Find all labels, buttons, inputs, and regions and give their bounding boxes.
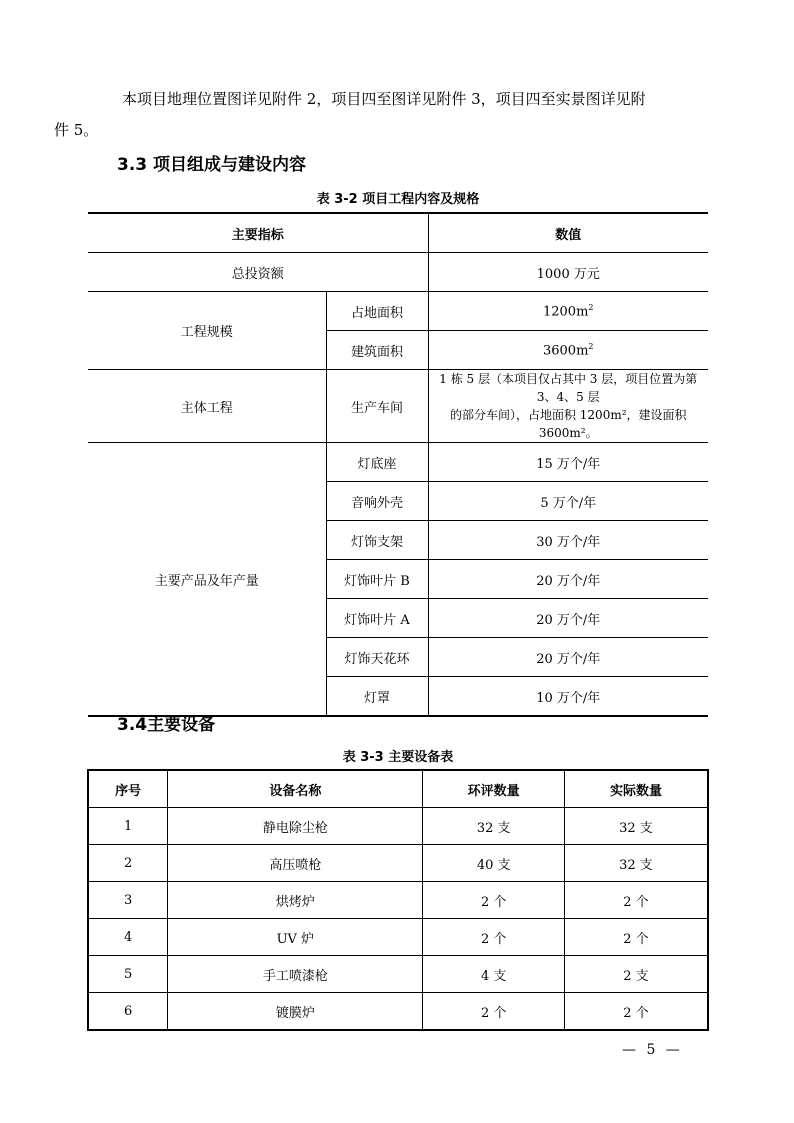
investment-label: 总投资额 [88, 253, 428, 292]
seq-cell: 3 [88, 882, 168, 919]
scale-sub-label: 建筑面积 [326, 331, 428, 370]
intro-paragraph [54, 84, 708, 146]
actual-quantity-cell: 32 支 [564, 845, 708, 882]
scale-label: 工程规模 [88, 292, 326, 370]
page-number: — 5 — [622, 1042, 683, 1058]
product-name: 灯罩 [326, 677, 428, 717]
seq-cell: 2 [88, 845, 168, 882]
product-name: 灯饰天花环 [326, 638, 428, 677]
eia-quantity-cell: 40 支 [423, 845, 565, 882]
equipment-name-cell: 静电除尘枪 [168, 808, 423, 845]
table-row [88, 919, 708, 956]
eia-quantity-cell: 32 支 [423, 808, 565, 845]
main-description: 1 栋 5 层（本项目仅占其中 3 层，项目位置为第 3、4、5 层 的部分车间），占地面积 1200m²，建设面积 3600m²。 [428, 370, 708, 443]
table-row [88, 443, 708, 482]
seq-cell: 6 [88, 993, 168, 1031]
product-output: 20 万个/年 [428, 638, 708, 677]
eia-quantity-cell: 4 支 [423, 956, 565, 993]
scale-value: $3600m^2$ [428, 331, 708, 370]
table-header-row [88, 213, 708, 253]
product-name: 灯饰叶片 B [326, 560, 428, 599]
table-row [88, 292, 708, 331]
header-actual-quantity: 实际数量 [564, 770, 708, 808]
table-row [88, 956, 708, 993]
actual-quantity-cell: 32 支 [564, 808, 708, 845]
actual-quantity-cell: 2 个 [564, 882, 708, 919]
actual-quantity-cell: 2 个 [564, 993, 708, 1031]
header-indicator: 主要指标 [88, 213, 428, 253]
equipment-name-cell: UV 炉 [168, 919, 423, 956]
header-value: 数值 [428, 213, 708, 253]
product-name: 灯饰支架 [326, 521, 428, 560]
investment-value: 1000 万元 [428, 253, 708, 292]
product-output: 15 万个/年 [428, 443, 708, 482]
table-row [88, 370, 708, 443]
table-header-row [88, 770, 708, 808]
product-output: 5 万个/年 [428, 482, 708, 521]
actual-quantity-cell: 2 支 [564, 956, 708, 993]
table-row [88, 253, 708, 292]
product-output: 30 万个/年 [428, 521, 708, 560]
intro-line-2: 件 5。 [54, 121, 99, 139]
product-output: 20 万个/年 [428, 560, 708, 599]
header-seq: 序号 [88, 770, 168, 808]
project-content-table [88, 212, 708, 717]
product-output: 10 万个/年 [428, 677, 708, 717]
product-name: 灯底座 [326, 443, 428, 482]
main-sub-label: 生产车间 [326, 370, 428, 443]
equipment-table [87, 769, 709, 1031]
scale-sub-label: 占地面积 [326, 292, 428, 331]
section-heading-3-4: 3.4主要设备 [117, 715, 216, 735]
table-row [88, 993, 708, 1031]
table-3-3-caption: 表 3-3 主要设备表 [342, 750, 454, 765]
product-name: 音响外壳 [326, 482, 428, 521]
table-3-2-caption: 表 3-2 项目工程内容及规格 [316, 192, 480, 207]
equipment-name-cell: 烘烤炉 [168, 882, 423, 919]
table-row [88, 808, 708, 845]
header-eia-quantity: 环评数量 [423, 770, 565, 808]
actual-quantity-cell: 2 个 [564, 919, 708, 956]
intro-line-1: 本项目地理位置图详见附件 2，项目四至图详见附件 3，项目四至实景图详见附 [122, 90, 646, 108]
seq-cell: 1 [88, 808, 168, 845]
products-label: 主要产品及年产量 [88, 443, 326, 717]
product-name: 灯饰叶片 A [326, 599, 428, 638]
header-equipment-name: 设备名称 [168, 770, 423, 808]
main-label: 主体工程 [88, 370, 326, 443]
seq-cell: 5 [88, 956, 168, 993]
table-row [88, 845, 708, 882]
eia-quantity-cell: 2 个 [423, 882, 565, 919]
equipment-name-cell: 高压喷枪 [168, 845, 423, 882]
eia-quantity-cell: 2 个 [423, 993, 565, 1031]
eia-quantity-cell: 2 个 [423, 919, 565, 956]
scale-value: $1200m^2$ [428, 292, 708, 331]
section-heading-3-3: 3.3 项目组成与建设内容 [117, 155, 307, 175]
table-row [88, 882, 708, 919]
product-output: 20 万个/年 [428, 599, 708, 638]
equipment-name-cell: 镀膜炉 [168, 993, 423, 1031]
equipment-name-cell: 手工喷漆枪 [168, 956, 423, 993]
seq-cell: 4 [88, 919, 168, 956]
